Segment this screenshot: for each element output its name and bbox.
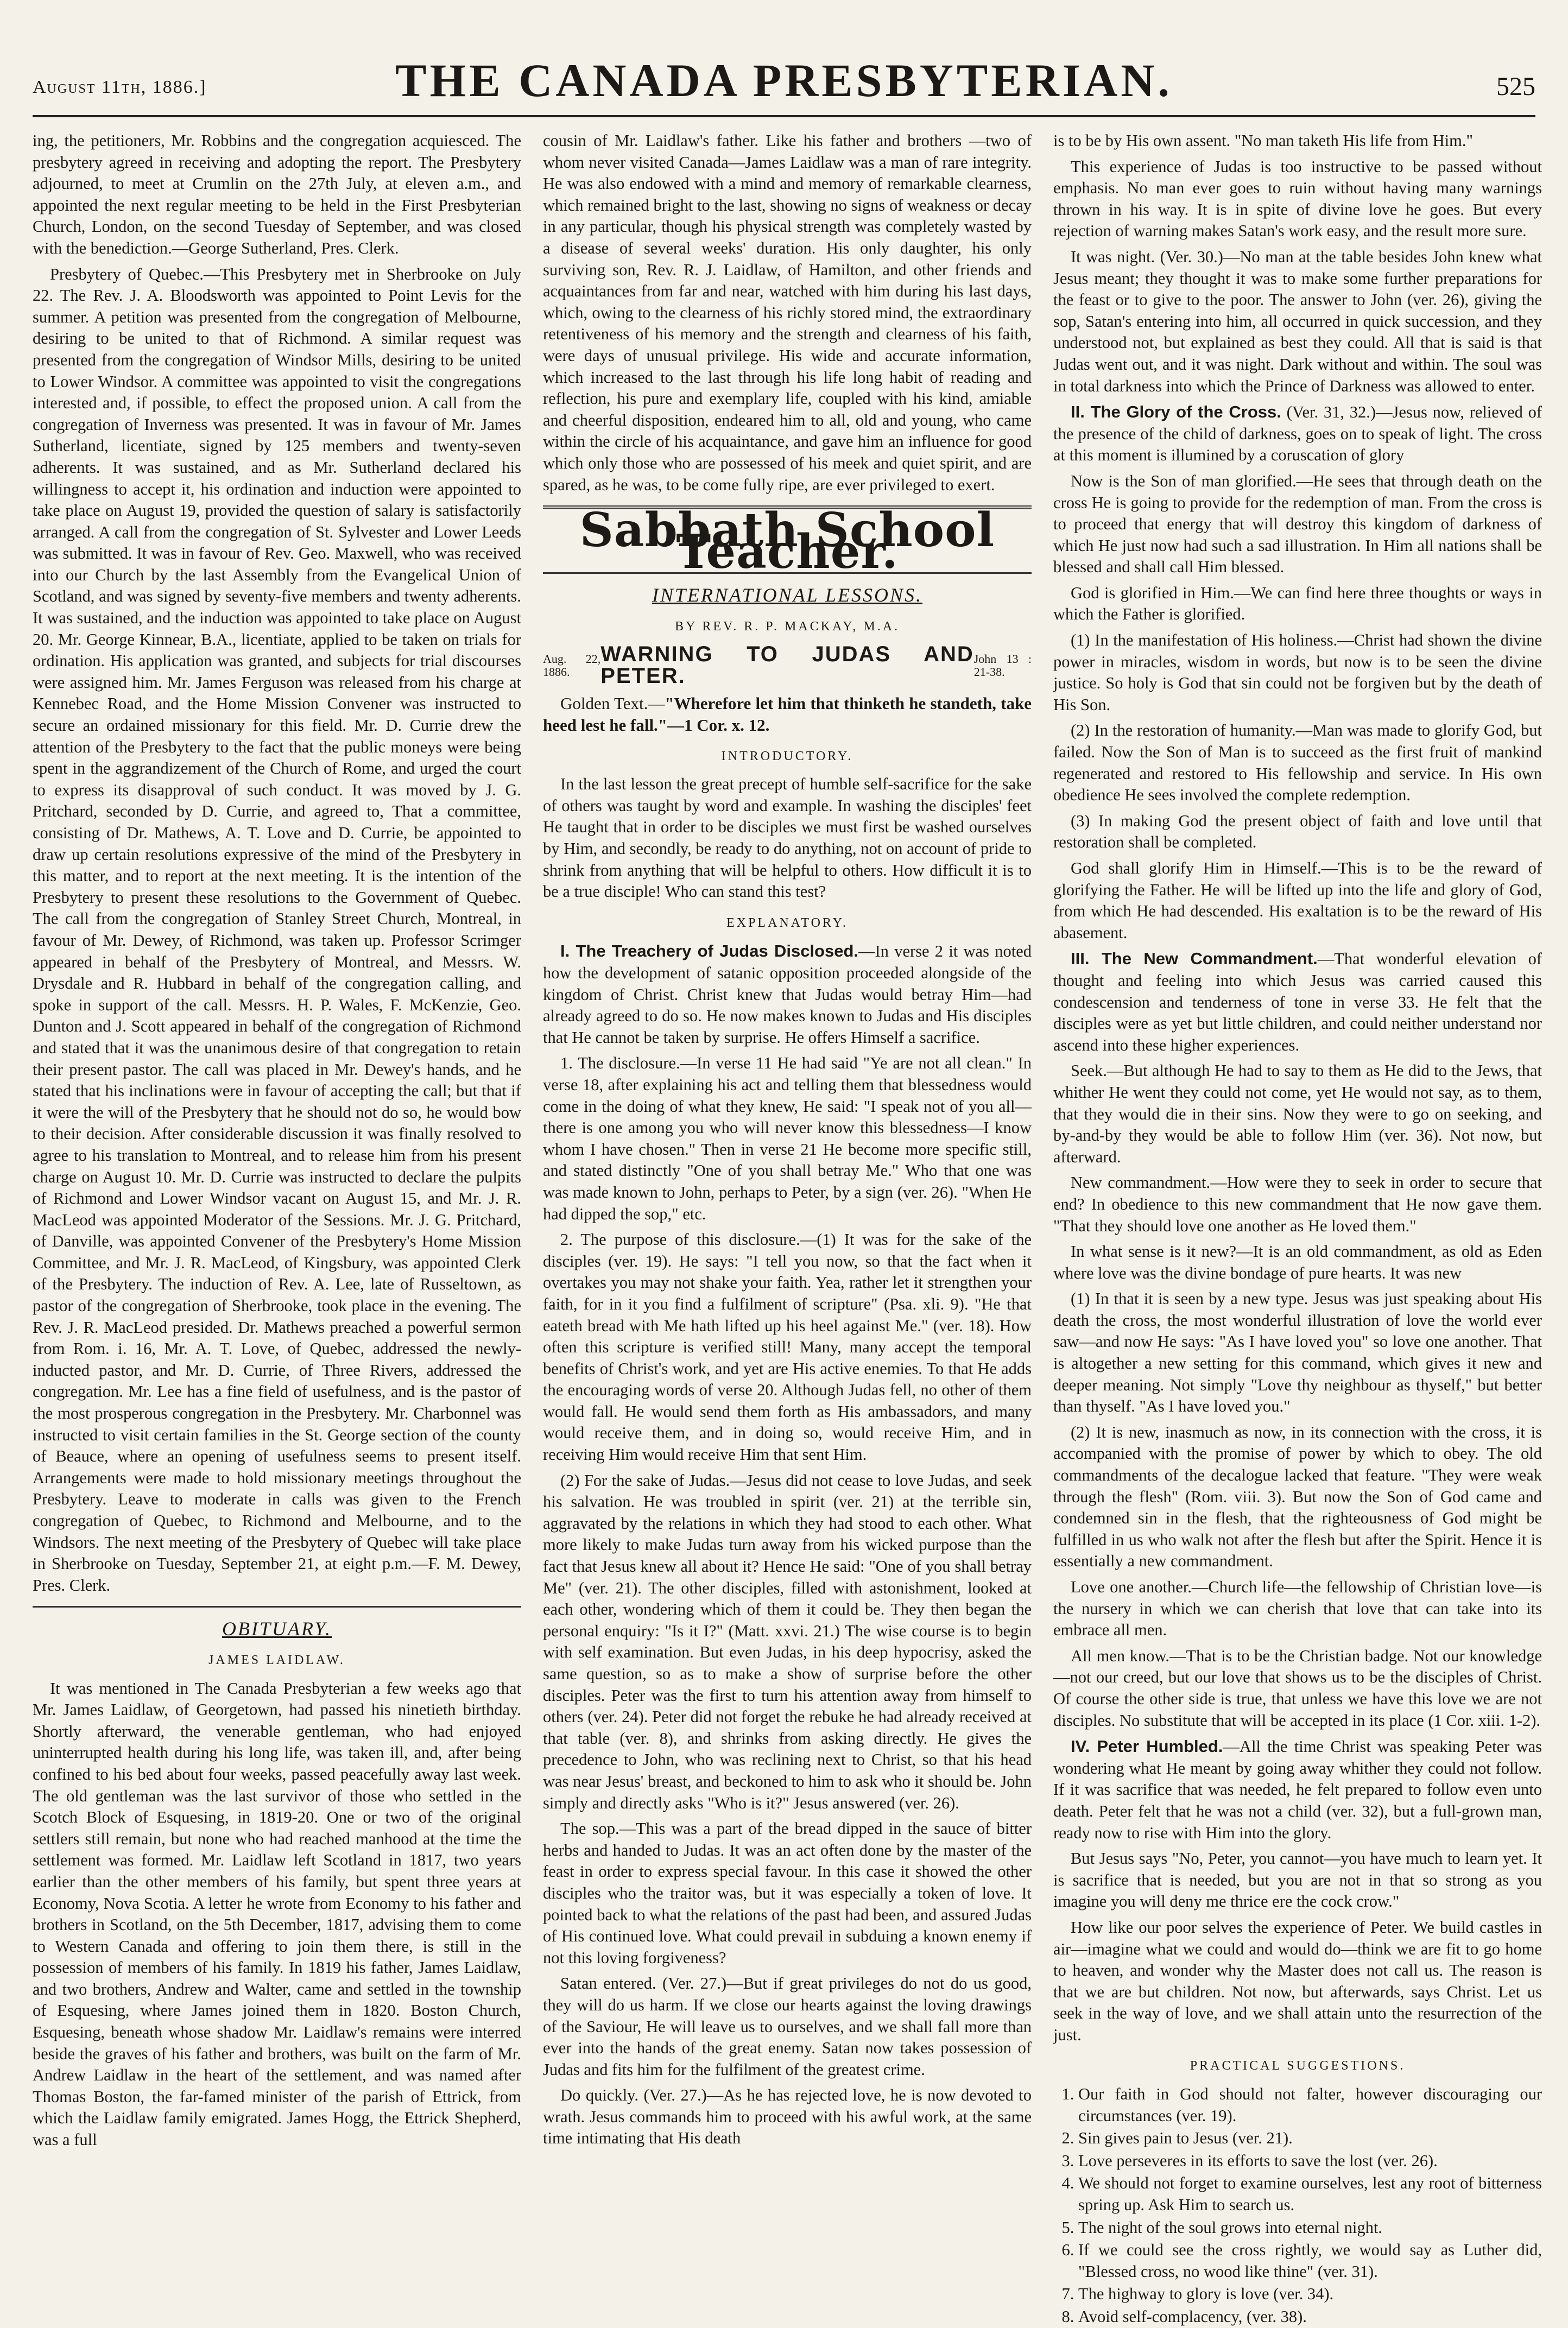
new-commandment-paragraph: III. The New Commandment.—That wonderful elevation of thought and feeling into which Jesus was carried caused this condescension and tenderness of tone in verse 33. He felt that the disciples were as yet but little children, and could neither understand nor ascend into these higher experiences. (1053, 949, 1542, 1054)
paragraph: (2) In the restoration of humanity.—Man was made to glorify God, but failed. Now the Son of Man is to succeed as the first fruit of mankind regenerated and restored to His fellowship and service. In His own obedience He sees involved the complete redemption. (1053, 721, 1542, 805)
column-middle (543, 130, 1032, 2237)
issue-date: August 11th, 1886.] (33, 77, 207, 97)
obituary-text: It was mentioned in The Canada Presbyterian a few weeks ago that Mr. James Laidlaw, of Georgetown, had passed his ninetieth birthday. Shortly afterward, the venerable gentleman, who had enjoyed uninterrupted health during his long life, was taken ill, and, after being confined to his bed about four weeks, passed peacefully away last week. The old gentleman was the last survivor of those who settled in the Scotch Block of Esquesing, in 1819-20. One or two of the original settlers still remain, but none who had reached manhood at the time the settlement was formed. Mr. Laidlaw left Scotland in 1817, two years earlier than the other members of his family, but spent three years at Economy, Nova Scotia. A letter he wrote from Economy to his father and brothers in Scotland, on the 5th December, 1817, advising them to come to Western Canada and offering to join them there, is still in the possession of members of his family. In 1819 his father, James Laidlaw, and two brothers, Andrew and Walter, came and settled in the township of Esquesing, where James joined them in 1820. Boston Church, Esquesing, beneath whose shadow Mr. Laidlaw's remains were interred beside the graves of his father and brothers, was built on the farm of Mr. Andrew Laidlaw in the heart of the settlement, and was named after Thomas Boston, the far-famed minister of the parish of Ettrick, from which the Laidlaw family emigrated. James Hogg, the Ettrick Shepherd, was a full (33, 1679, 521, 2149)
paragraph: Now is the Son of man glorified.—He sees that through death on the cross He is going to provide for the redemption of man. From the cross is to proceed that energy that will destroy this kingdom of darkness of which He just now had such a sad illustration. In Him all nations shall be blessed and shall call Him blessed. (1053, 471, 1542, 577)
page-header (33, 12, 1535, 106)
column-left (33, 130, 521, 2237)
list-item: 8. Avoid self-complacency, (ver. 38). (1078, 2306, 1542, 2328)
treachery-heading: I. The Treachery of Judas Disclosed. (560, 941, 859, 961)
list-item: 5. The night of the soul grows into eternal night. (1078, 2217, 1542, 2239)
newspaper-title: THE CANADA PRESBYTERIAN. (395, 54, 1173, 106)
paragraph: is to be by His own assent. "No man taketh His life from Him." (1053, 131, 1473, 150)
practical-suggestions-heading: PRACTICAL SUGGESTIONS. (1190, 2059, 1406, 2073)
column-right (1053, 130, 1542, 2326)
sake-of-judas-paragraph: (2) For the sake of Judas.—Jesus did not cease to love Judas, and seek his salvation. He was troubled in spirit (ver. 21) at the terrible sin, aggravated by the relations in which they had stood to each other. What more likely to make Judas turn away from his wicked purpose than the fact that Jesus knew all about it? Hence He said: "One of you shall betray Me" (ver. 21). The other disciples, filled with astonishment, looked at each other, wondering which of them it could be. They then began the personal enquiry: "Is it I?" (Matt. xxvi. 21.) The wise course is to begin with self examination. But even Judas, in his deep hypocrisy, asked the same question, so as to make a show of surprise before the other disciples. Peter was the first to turn his attention away from himself to others (ver. 24). Peter did not forget the rebuke he had already received at that table (ver. 8), and shrinks from asking directly. He gives the precedence to John, who was reclining next to Christ, so that his head was near Jesus' breast, and beckoned to him to ask who it should be. John simply and directly asks "Who is it?" Jesus answered (ver. 26). (543, 1471, 1032, 1812)
paragraph: This experience of Judas is too instructive to be passed without emphasis. No man ever goes to ruin without having many warnings thrown in his way. It is in spite of divine love he goes. But every rejection of warning makes Satan's work easy, and the result more sure. (1053, 157, 1542, 241)
divider (33, 1606, 521, 1608)
paragraph: In what sense is it new?—It is an old commandment, as old as Eden where love was the divine bondage of pure hearts. It was new (1053, 1242, 1542, 1282)
presbytery-report-end: ing, the petitioners, Mr. Robbins and the congregation acquiesced. The presbytery agreed in receiving and adopting the report. The Presbytery adjourned, to meet at Crumlin on the 27th July, at eleven a.m., and appointed the next regular meeting to be held in the First Presbyterian Church, London, on the second Tuesday of September, and was closed with the benediction.—George Sutherland, Pres. Clerk. (33, 131, 521, 257)
list-item: 3. Love perseveres in its efforts to save the lost (ver. 26). (1078, 2150, 1542, 2172)
golden-verse: "Wherefore let him that thinketh he standeth, take heed lest he fall."—1 Cor. x. 12. (543, 693, 1032, 735)
header-rule (33, 115, 1535, 117)
explanatory-heading: EXPLANATORY. (726, 915, 848, 930)
peter-humbled-paragraph: IV. Peter Humbled.—All the time Christ was speaking Peter was wondering what He meant by going away whither they could not follow. If it was sacrifice that was needed, he felt prepared to follow even unto death. Peter felt that he was not a child (ver. 32), but a full-grown man, ready now to rise with Him into the glory. (1053, 1737, 1542, 1842)
section-title: Sabbath School Teacher. (579, 503, 995, 579)
paragraph: (1) In the manifestation of His holiness.—Christ had shown the divine power in miracles, wisdom in words, but now is to be seen the divine justice. So holy is God that sin could not be forgiven but by the death of His Son. (1053, 631, 1542, 714)
treachery-paragraph: I. The Treachery of Judas Disclosed.—In verse 2 it was noted how the development of satanic opposition proceeded alongside of the kingdom of Christ. Christ knew that Judas would betray Him—had already agreed to do so. He now makes known to Judas and His disciples that He cannot be taken by surprise. He offers Himself a sacrifice. (543, 941, 1032, 1047)
page-number: 525 (1496, 72, 1535, 101)
list-item: 2. Sin gives pain to Jesus (ver. 21). (1078, 2128, 1542, 2149)
suggestions-list (1053, 2084, 1542, 2328)
obituary-name: JAMES LAIDLAW. (208, 1653, 345, 1667)
sop-paragraph: The sop.—This was a part of the bread dipped in the sauce of bitter herbs and handed to Judas. It was an act often done by the master of the feast in order to express special favour. In this case it showed the other disciples who the traitor was, but it was especially a token of love. It pointed back to what the relations of the past had been, and assured Judas of His continued love. What could prevail in subduing a known enemy if not this loving forgiveness? (543, 1819, 1032, 1967)
golden-text (543, 693, 1032, 736)
paragraph: It was night. (Ver. 30.)—No man at the table besides John knew what Jesus meant; they thought it was to make some further preparations for the feast or to give to the poor. The answer to John (ver. 26), giving the sop, Satan's entering into him, all occurred in quick succession, and they understood not, but explained as best they could. All that is said is that Judas went out, and it was night. Dark without and within. The soul was in total darkness into which the Prince of Darkness was allowed to enter. (1053, 247, 1542, 395)
do-quickly-paragraph: Do quickly. (Ver. 27.)—As he has rejected love, he is now devoted to wrath. Jesus commands him to proceed with his awful work, at the same time intimating that His death (543, 2086, 1032, 2148)
presbytery-of-quebec: Presbytery of Quebec.—This Presbytery met in Sherbrooke on July 22. The Rev. J. A. Bloodsworth was appointed to Point Levis for the summer. A petition was presented from the congregation of Melbourne, desiring to be united to that of Richmond. A similar request was presented from the congregation of Windsor Mills, desiring to be united to Lower Windsor. A committee was appointed to visit the congregations interested and, if possible, to effect the proposed union. A call from the congregation of Inverness was presented. It was in favour of Mr. James Sutherland, licentiate, signed by 125 members and twenty-seven adherents. It was sustained, and as Mr. Sutherland declared his willingness to accept it, his ordination and induction were appointed to take place on August 19, provided the question of salary is satisfactorily arranged. A call from the congregation of St. Sylvester and Lower Leeds was submitted. It was in favour of Rev. Geo. Maxwell, who was received into our Church by the last Assembly from the Evangelical Union of Scotland, and was signed by seventy-five members and twenty adherents. It was sustained, and the induction was appointed to take place on August 20. Mr. George Kinnear, B.A., licentiate, applied to be taken on trials for ordination. His application was granted, and subjects for trial discourses were assigned him. Mr. James Ferguson was released from his charge at Kennebec Road, and the Home Mission Convener was instructed to secure an ordained missionary for this field. Mr. D. Currie drew the attention of the Presbytery to the fact that the public moneys were being spent in the aggrandizement of the Church of Rome, and urged the court to express its disapproval of such conduct. It was moved by J. G. Pritchard, seconded by D. Currie, and agreed to, That a committee, consisting of Dr. Mathews, A. T. Love and D. Currie, be appointed to draw up certain resolutions expressive of the mind of the Presbytery in this matter, and to report at the next meeting. It is the intention of the Presbytery to present these resolutions to the Government of Quebec. The call from the congregation of Stanley Street Church, Montreal, in favour of Mr. Dewey, of Richmond, was taken up. Professor Scrimger appeared in behalf of the Presbytery of Montreal, and Messrs. W. Drysdale and R. Hubbard in behalf of the congregation calling, and spoke in support of the call. Messrs. H. P. Wales, F. McKenzie, Geo. Dunton and J. Scott appeared in behalf of the congregation of Richmond and stated that it was the unanimous desire of that congregation to retain their present pastor. The call was placed in Mr. Dewey's hands, and he stated that his inclinations were in favour of accepting the call; but that if it were the will of the Presbytery that he should not do so, he would bow to their decision. After considerable discussion it was finally resolved to agree to his translation to Montreal, and to release him from his present charge on August 10. Mr. D. Currie was instructed to declare the pulpits of Richmond and Lower Windsor vacant on August 15, and Mr. J. R. MacLeod was appointed Moderator of the Sessions. Mr. J. G. Pritchard, of Danville, was appointed Convener of the Presbytery's Home Mission Committee, and Mr. J. R. MacLeod, of Kingsbury, was appointed Clerk of the Presbytery. The induction of Rev. A. Lee, late of Russeltown, as pastor of the congregation of Sherbrooke, took place in the evening. The Rev. J. R. MacLeod presided. Dr. Mathews preached a powerful sermon from Rom. i. 16, Mr. A. T. Love, of Quebec, addressed the newly-inducted pastor, and Mr. D. Currie, of Three Rivers, addressed the congregation. Mr. Lee has a fine field of usefulness, and is the pastor of the most prosperous congregation in the Presbytery. Mr. Charbonnel was instructed to visit certain families in the St. George section of the county of Beauce, where an opening of usefulness seems to present itself. Arrangements were made to hold missionary meetings throughout the Presbytery. Leave to moderate in calls was given to the French congregation of Quebec, to Richmond and Melbourne, and to the Windsors. The next meeting of the Presbytery of Quebec will take place in Sherbrooke on Tuesday, September 21, at eight p.m.—F. M. Dewey, Pres. Clerk. (33, 264, 521, 1595)
list-item: 7. The highway to glory is love (ver. 34). (1078, 2283, 1542, 2305)
paragraph: All men know.—That is to be the Christian badge. Not our knowledge—not our creed, but our love that shows us to be the disciples of Christ. Of course the other side is true, that unless we have this love we are not disciples. No substitute that will be accepted in its place (1 Cor. xiii. 1-2). (1053, 1646, 1542, 1730)
paragraph: Seek.—But although He had to say to them as He did to the Jews, that whither He went they could not come, yet He would not say, as to them, that they would die in their sins. Now they were to go on seeking, and by-and-by they would be able to follow Him (ver. 36). Not now, but afterward. (1053, 1061, 1542, 1166)
peter-humbled-heading: IV. Peter Humbled. (1071, 1737, 1223, 1756)
obituary-heading: OBITUARY. (222, 1618, 332, 1640)
satan-entered-paragraph: Satan entered. (Ver. 27.)—But if great privileges do not do us good, they will do us harm. If we close our hearts against the loving drawings of the Saviour, He will leave us to ourselves, and we shall fall more than ever into the hands of the great enemy. Satan now takes possession of Judas and fits him for the fulfilment of the greatest crime. (543, 1974, 1032, 2079)
paragraph: How like our poor selves the experience of Peter. We build castles in air—imagine what we could and would do—think we are fit to go home to heaven, and wonder why the Master does not call us. The reason is that we are but children. Not now, but afterwards, says Christ. Let us seek in the way of love, and we shall attain unto the resurrection of the just. (1053, 1918, 1542, 2044)
paragraph: (3) In making God the present object of faith and love until that restoration shall be completed. (1053, 811, 1542, 852)
paragraph: (2) It is new, inasmuch as now, in its connection with the cross, it is accompanied with the promise of power by which to obey. The old commandments of the decalogue lacked that feature. "They were weak through the flesh" (Rom. viii. 3). But now the Son of God came and condemned sin in the flesh, that the righteousness of God might be fulfilled in us who walk not after the flesh but after the Spirit. Hence it is essentially a new commandment. (1053, 1422, 1542, 1571)
list-item: 1. Our faith in God should not falter, however discouraging our circumstances (ver. 19). (1078, 2084, 1542, 2127)
paragraph: God shall glorify Him in Himself.—This is to be the reward of glorifying the Father. He will be lifted up into the life and glory of God, from which He had descended. His exaltation is to be the reward of His abasement. (1053, 859, 1542, 942)
lesson-date: Aug. 22, 1886. (543, 652, 601, 679)
list-item: 6. If we could see the cross rightly, we would say as Luther did, "Blessed cross, no wood like thine" (ver. 31). (1078, 2240, 1542, 2282)
lesson-title: WARNING TO JUDAS AND PETER. (600, 642, 974, 688)
lesson-reference: John 13 : 21-38. (973, 652, 1032, 679)
paragraph: Love one another.—Church life—the fellowship of Christian love—is the nursery in which we can cherish that love that can take into its embrace all men. (1053, 1578, 1542, 1640)
glory-heading: II. The Glory of the Cross. (1071, 402, 1281, 422)
new-commandment-heading: III. The New Commandment. (1071, 949, 1318, 969)
paragraph: But Jesus says "No, Peter, you cannot—you have much to learn yet. It is sacrifice that is needed, but you are not in that so strong as you imagine you will deny me thrice ere the cock crow." (1053, 1849, 1542, 1911)
purpose-paragraph: 2. The purpose of this disclosure.—(1) It was for the sake of the disciples (ver. 19). He says: "I tell you now, so that the fact when it overtakes you may not shake your faith. Yea, rather let it strengthen your faith, for in it you find a fulfilment of scripture" (Psa. xli. 9). "He that eateth bread with Me hath lifted up his heel against Me." (ver. 18). How often this scripture is verified still! Many, many accept the temporal benefits of Christ's work, and yet are His active enemies. To that He adds the encouraging words of verse 20. Although Judas fell, no other of them would fall. He would send them forth as His ambassadors, and many would receive them, and in doing so, would receive Him, and in receiving Him would receive Him that sent Him. (543, 1230, 1032, 1464)
golden-label: Golden Text.— (560, 693, 665, 713)
introductory-heading: INTRODUCTORY. (721, 749, 853, 763)
paragraph: (1) In that it is seen by a new type. Jesus was just speaking about His death the cross, the most wonderful illustration of love the world ever saw—and now He says: "As I have loved you" so love one another. That is altogether a new setting for this command, which gives it new and deeper meaning. Not simply "Love thy neighbour as thyself," but better than thyself. "As I have loved you." (1053, 1289, 1542, 1416)
list-item: 4. We should not forget to examine ourselves, lest any root of bitterness spring up. Ask Him to search us. (1078, 2173, 1542, 2216)
paragraph: God is glorified in Him.—We can find here three thoughts or ways in which the Father is glorified. (1053, 583, 1542, 624)
lesson-header (543, 644, 1032, 687)
paragraph: New commandment.—How were they to seek in order to secure that end? In obedience to this new commandment that He now gave them. "That they should love one another as He loved them." (1053, 1173, 1542, 1235)
introductory-text: In the last lesson the great precept of humble self-sacrifice for the sake of others was taught by word and example. In washing the disciples' feet He taught that in order to be disciples we must first be washed ourselves by Him, and secondly, be ready to do anything, not on account of pride to shrink from anything that will be helpful to others. How difficult it is to be a true disciple! Who can stand this test? (543, 775, 1032, 901)
obituary-continued: cousin of Mr. Laidlaw's father. Like his father and brothers —two of whom never visited Canada—James Laidlaw was a man of rare integrity. He was also endowed with a mind and memory of remarkable clearness, which remained bright to the last, showing no signs of weakness or decay in any particular, though his physical strength was completely wasted by a disease of several weeks' duration. His only daughter, his only surviving son, Rev. R. J. Laidlaw, of Hamilton, and other friends and acquaintances from far and near, watched with him during his last days, which, owing to the clearness of his richly stored mind, the extraordinary retentiveness of his memory and the strength and clearness of his faith, were days of unusual privilege. His wide and accurate information, which increased to the last through his life long habit of reading and reflection, his pure and exemplary life, coupled with his kind, amiable and cheerful disposition, endeared him to all, old and young, who came within the circle of his acquaintance, and gave him an influence for good which only those who are possessed of his meek and quiet spirit, and are spared, as he was, to be come fully ripe, are ever privileged to exert. (543, 131, 1032, 494)
glory-of-cross-paragraph: II. The Glory of the Cross. (Ver. 31, 32.)—Jesus now, relieved of the presence of the child of darkness, goes on to speak of light. The cross at this moment is illumined by a coruscation of glory (1053, 402, 1542, 465)
section-subtitle: INTERNATIONAL LESSONS. (652, 584, 923, 606)
byline: BY REV. R. P. MACKAY, M.A. (674, 619, 900, 634)
disclosure-paragraph: 1. The disclosure.—In verse 11 He had said "Ye are not all clean." In verse 18, after explaining his act and telling them that blessedness would come in the doing of what they knew, He said: "I speak not of you all—there is one among you who will never know this blessedness—I know whom I have chosen." Then in verse 21 He become more specific still, and stated distinctly "One of you shall betray Me." Who that one was was made known to John, perhaps to Peter, by a sign (ver. 26). "When He had dipped the sop," etc. (543, 1054, 1032, 1223)
